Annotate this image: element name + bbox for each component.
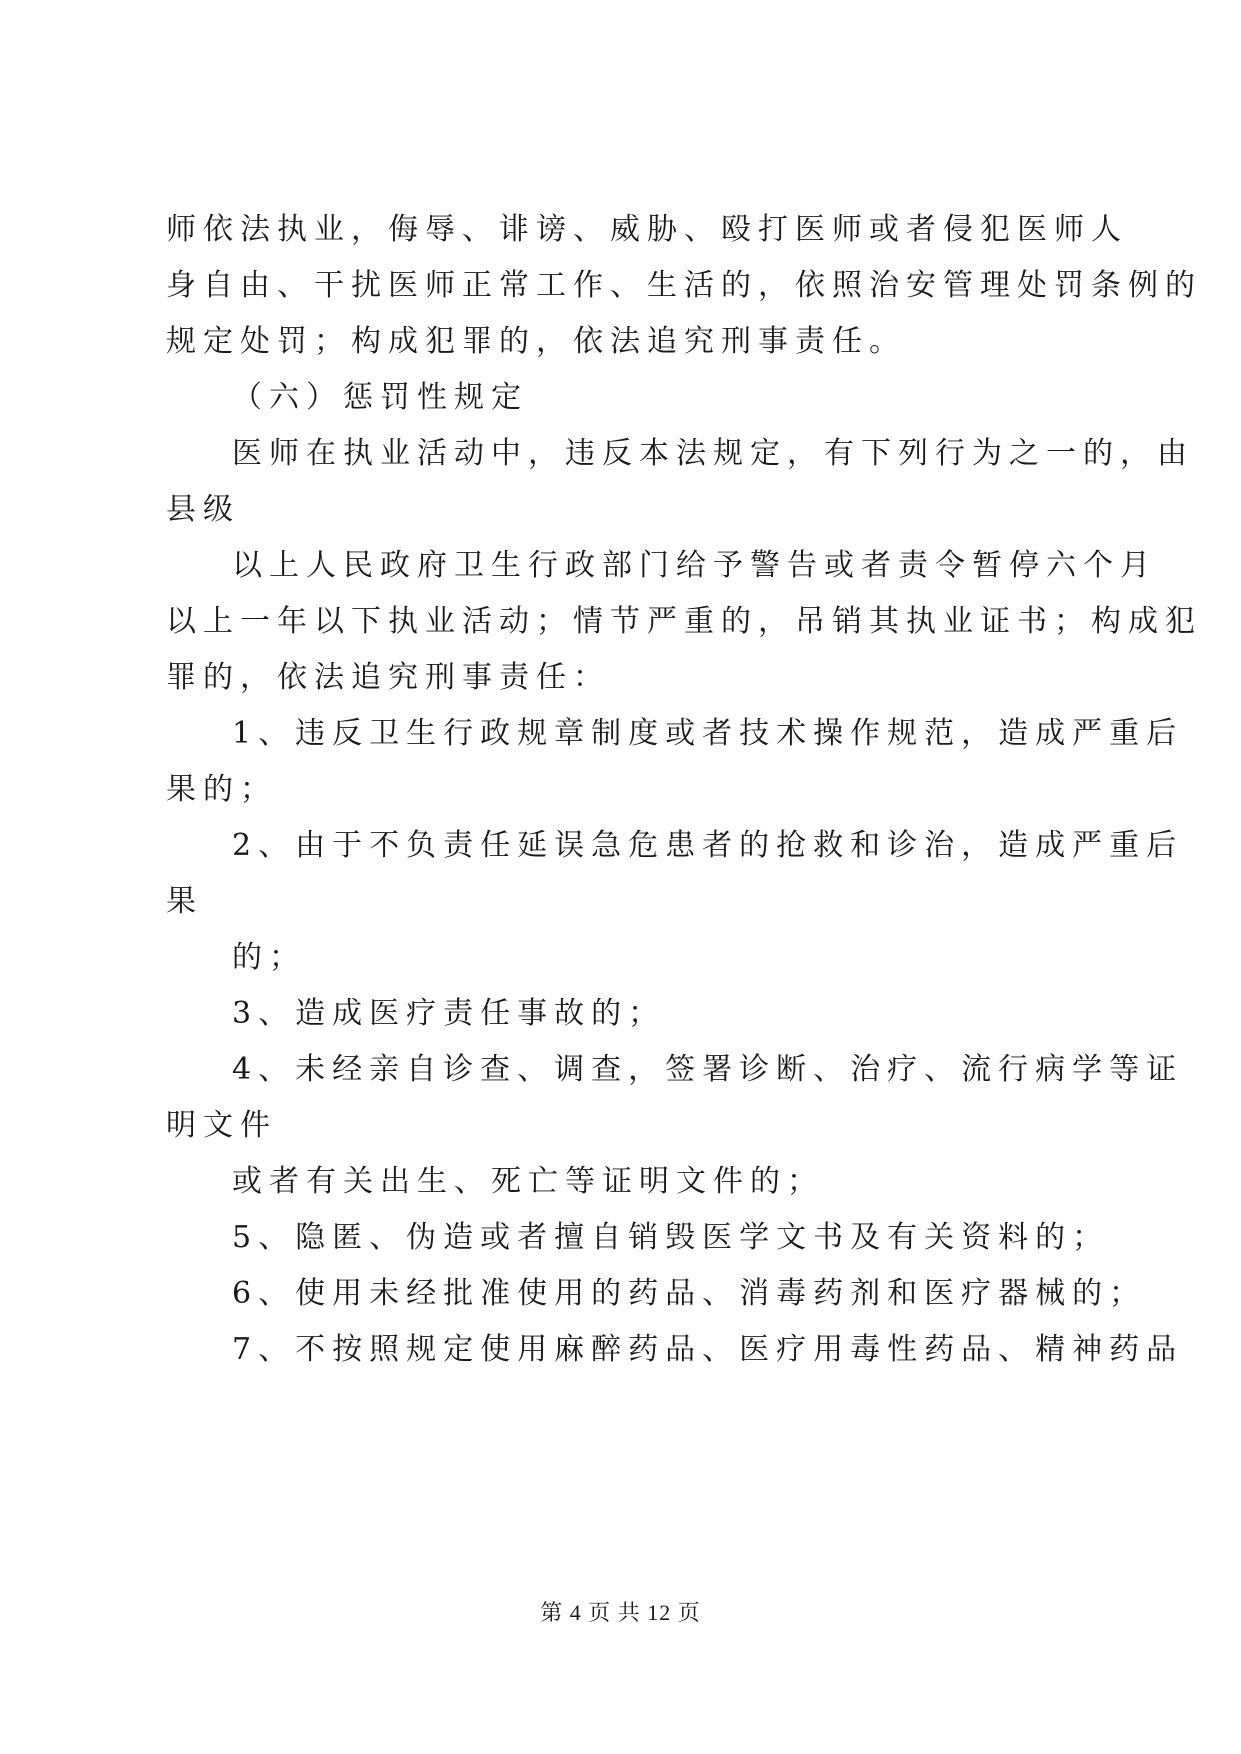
- text-line-6: 县级: [166, 492, 240, 527]
- list-item-3: 3、造成医疗责任事故的；: [232, 996, 666, 1031]
- text-line-2: 身自由、干扰医师正常工作、生活的，依照治安管理处罚条例的: [166, 268, 1202, 303]
- text-line-7: 以上人民政府卫生行政部门给予警告或者责令暂停六个月: [232, 548, 1157, 583]
- list-item-1: 1、违反卫生行政规章制度或者技术操作规范，造成严重后: [232, 716, 1184, 751]
- text-line-9: 罪的，依法追究刑事责任：: [166, 660, 610, 695]
- list-item-4-cont-2: 或者有关出生、死亡等证明文件的；: [232, 1164, 824, 1199]
- list-item-2: 2、由于不负责任延误急危患者的抢救和诊治，造成严重后: [232, 828, 1184, 863]
- list-item-1-cont: 果的；: [166, 772, 277, 807]
- text-line-8: 以上一年以下执业活动；情节严重的，吊销其执业证书；构成犯: [166, 604, 1202, 639]
- list-item-5: 5、隐匿、伪造或者擅自销毁医学文书及有关资料的；: [232, 1220, 1110, 1255]
- list-item-6: 6、使用未经批准使用的药品、消毒药剂和医疗器械的；: [232, 1276, 1147, 1311]
- list-item-2-cont: 果: [166, 884, 203, 919]
- text-line-1: 师依法执业，侮辱、诽谤、威胁、殴打医师或者侵犯医师人: [166, 212, 1128, 247]
- list-item-4-cont: 明文件: [166, 1108, 277, 1143]
- text-line-3: 规定处罚；构成犯罪的，依法追究刑事责任。: [166, 324, 906, 359]
- section-heading: （六）惩罚性规定: [232, 380, 528, 415]
- text-line-5: 医师在执业活动中，违反本法规定，有下列行为之一的，由: [232, 436, 1194, 471]
- list-item-4: 4、未经亲自诊查、调查，签署诊断、治疗、流行病学等证: [232, 1052, 1184, 1087]
- list-item-2-cont-2: 的；: [232, 940, 306, 975]
- page-number-footer: 第 4 页 共 12 页: [540, 1600, 701, 1625]
- list-item-7: 7、不按照规定使用麻醉药品、医疗用毒性药品、精神药品: [232, 1332, 1184, 1367]
